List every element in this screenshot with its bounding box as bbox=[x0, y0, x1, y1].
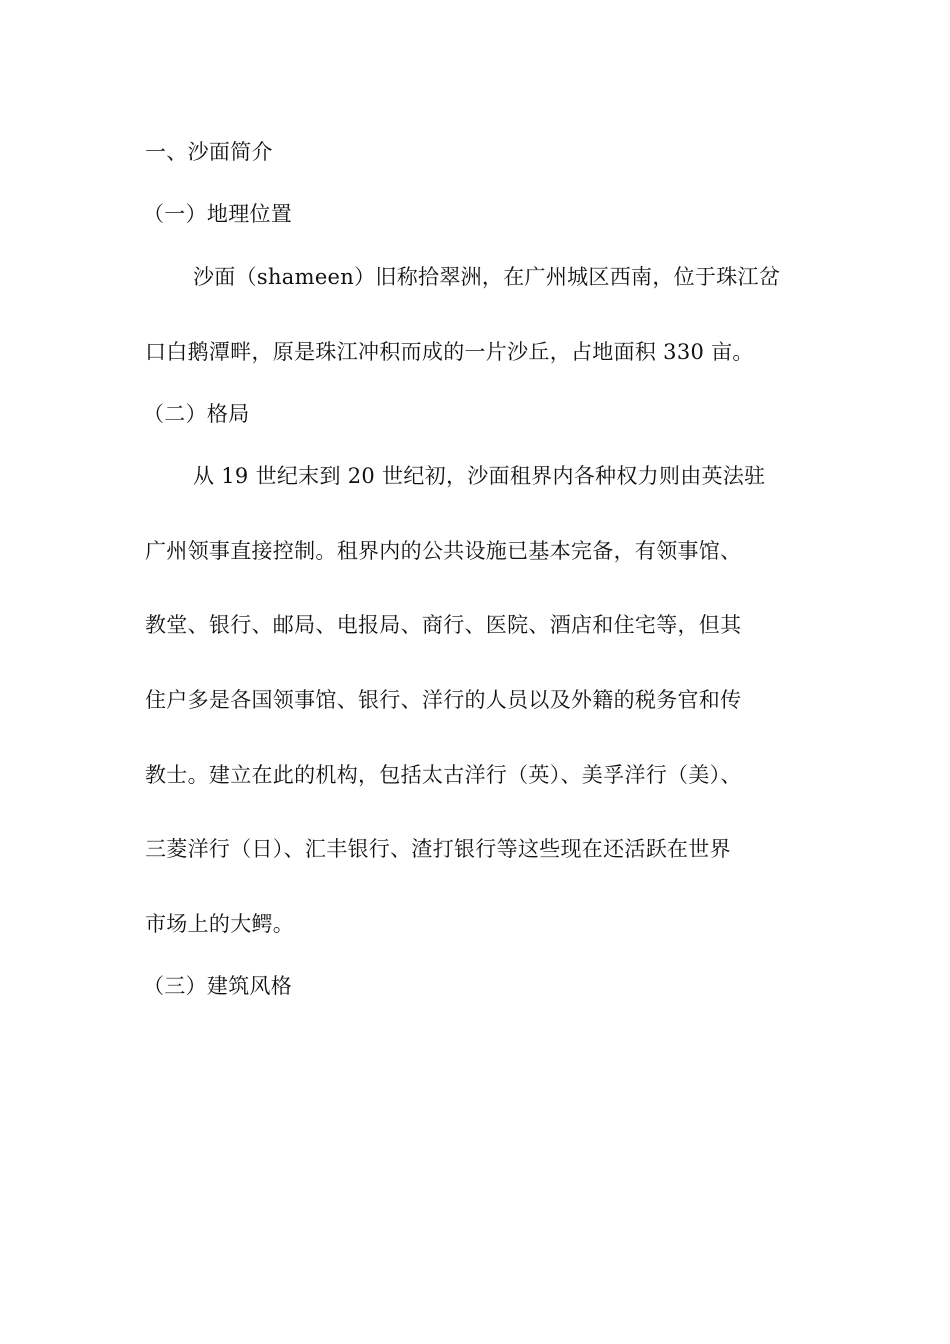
paragraph-line: 三菱洋行（日）、汇丰银行、渣打银行等这些现在还活跃在世界 bbox=[145, 837, 731, 861]
paragraph-line: 从 19 世纪末到 20 世纪初，沙面租界内各种权力则由英法驻 bbox=[193, 464, 766, 488]
subsection-heading-location: （一）地理位置 bbox=[143, 202, 293, 226]
section-title: 一、沙面简介 bbox=[145, 140, 273, 164]
paragraph-line: 市场上的大鳄。 bbox=[145, 912, 295, 936]
paragraph-line: 沙面（shameen）旧称拾翠洲，在广州城区西南，位于珠江岔 bbox=[193, 265, 781, 289]
paragraph-line: 住户多是各国领事馆、银行、洋行的人员以及外籍的税务官和传 bbox=[145, 688, 742, 712]
subsection-heading-architecture: （三）建筑风格 bbox=[143, 974, 293, 998]
paragraph-line: 口白鹅潭畔，原是珠江冲积而成的一片沙丘，占地面积 330 亩。 bbox=[145, 340, 754, 364]
paragraph-line: 广州领事直接控制。租界内的公共设施已基本完备，有领事馆、 bbox=[145, 539, 742, 563]
paragraph-line: 教士。建立在此的机构，包括太古洋行（英）、美孚洋行（美）、 bbox=[145, 763, 742, 787]
paragraph-line: 教堂、银行、邮局、电报局、商行、医院、酒店和住宅等，但其 bbox=[145, 613, 742, 637]
subsection-heading-layout: （二）格局 bbox=[143, 402, 250, 426]
